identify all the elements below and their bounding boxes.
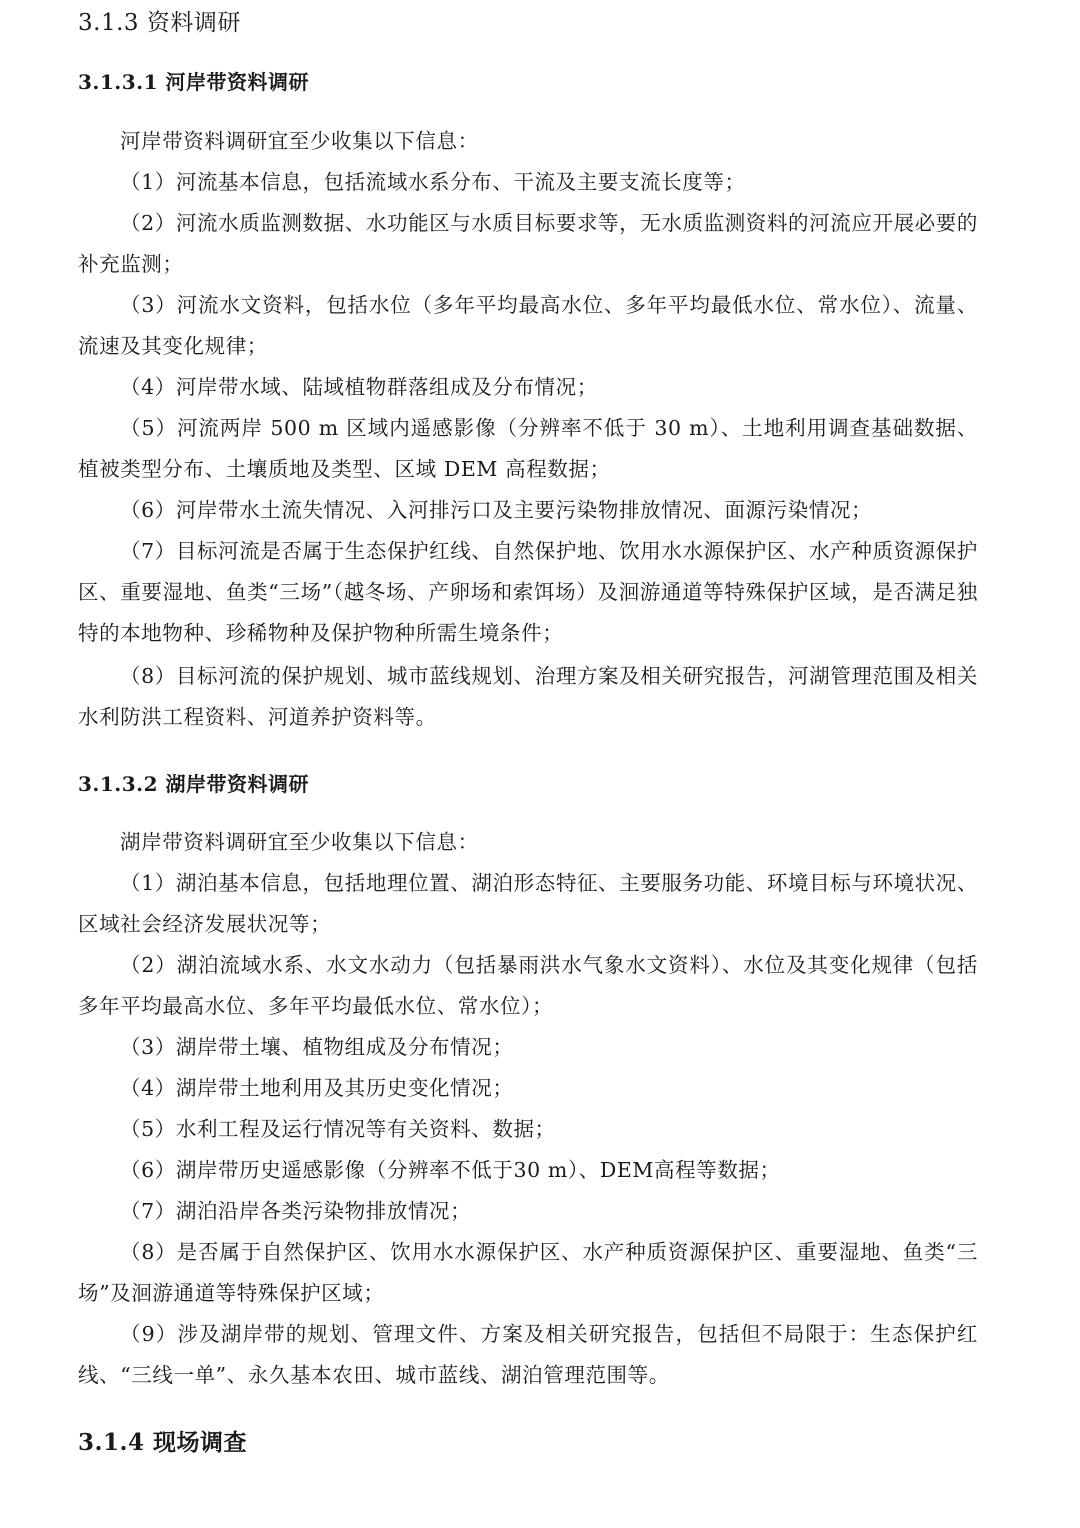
- list-item: （3）湖岸带土壤、植物组成及分布情况；: [120, 1035, 514, 1059]
- heading-3-1-3: 3.1.3 资料调研: [78, 10, 241, 36]
- list-item: （4）河岸带水域、陆域植物群落组成及分布情况；: [120, 375, 598, 399]
- heading-3-1-3-2: 3.1.3.2 湖岸带资料调研: [78, 772, 310, 796]
- list-item: （4）湖岸带土地利用及其历史变化情况；: [120, 1076, 514, 1100]
- list-item: （7）目标河流是否属于生态保护红线、自然保护地、饮用水水源保护区、水产种质资源保护区、重要湿地、鱼类“三场”（越冬场、产卵场和索饵场）及洄游通道等特殊保护区域，是否满足独特的本地物种、珍稀物种及保护物种所需生境条件；: [78, 539, 978, 645]
- list-item: （1）河流基本信息，包括流域水系分布、干流及主要支流长度等；: [120, 170, 746, 194]
- list-item: （6）河岸带水土流失情况、入河排污口及主要污染物排放情况、面源污染情况；: [120, 498, 873, 522]
- list-item: （7）湖泊沿岸各类污染物排放情况；: [120, 1199, 472, 1223]
- list-item: （5）河流两岸 500 m 区域内遥感影像（分辨率不低于 30 m）、土地利用调查基础数据、植被类型分布、土壤质地及类型、区域 DEM 高程数据；: [78, 416, 978, 481]
- list-item: （2）湖泊流域水系、水文水动力（包括暴雨洪水气象水文资料）、水位及其变化规律（包括多年平均最高水位、多年平均最低水位、常水位）；: [78, 953, 978, 1018]
- heading-3-1-4: 3.1.4 现场调查: [78, 1429, 248, 1456]
- heading-3-1-3-1: 3.1.3.1 河岸带资料调研: [78, 70, 310, 94]
- list-item: （1）湖泊基本信息，包括地理位置、湖泊形态特征、主要服务功能、环境目标与环境状况、区域社会经济发展状况等；: [78, 871, 978, 936]
- list-item: （8）是否属于自然保护区、饮用水水源保护区、水产种质资源保护区、重要湿地、鱼类“三场”及洄游通道等特殊保护区域；: [78, 1240, 978, 1305]
- list-item: （2）河流水质监测数据、水功能区与水质目标要求等，无水质监测资料的河流应开展必要的补充监测；: [78, 211, 978, 276]
- list-item: （3）河流水文资料，包括水位（多年平均最高水位、多年平均最低水位、常水位）、流量、流速及其变化规律；: [78, 293, 978, 358]
- list-item: （5）水利工程及运行情况等有关资料、数据；: [120, 1117, 556, 1141]
- list-item: （6）湖岸带历史遥感影像（分辨率不低于30 m）、DEM高程等数据；: [120, 1158, 781, 1182]
- paragraph-river-intro: 河岸带资料调研宜至少收集以下信息：: [120, 129, 479, 153]
- list-item: （8）目标河流的保护规划、城市蓝线规划、治理方案及相关研究报告，河湖管理范围及相关水利防洪工程资料、河道养护资料等。: [78, 664, 978, 729]
- list-item: （9）涉及湖岸带的规划、管理文件、方案及相关研究报告，包括但不局限于：生态保护红线、“三线一单”、永久基本农田、城市蓝线、湖泊管理范围等。: [78, 1322, 978, 1387]
- paragraph-lake-intro: 湖岸带资料调研宜至少收集以下信息：: [120, 830, 479, 854]
